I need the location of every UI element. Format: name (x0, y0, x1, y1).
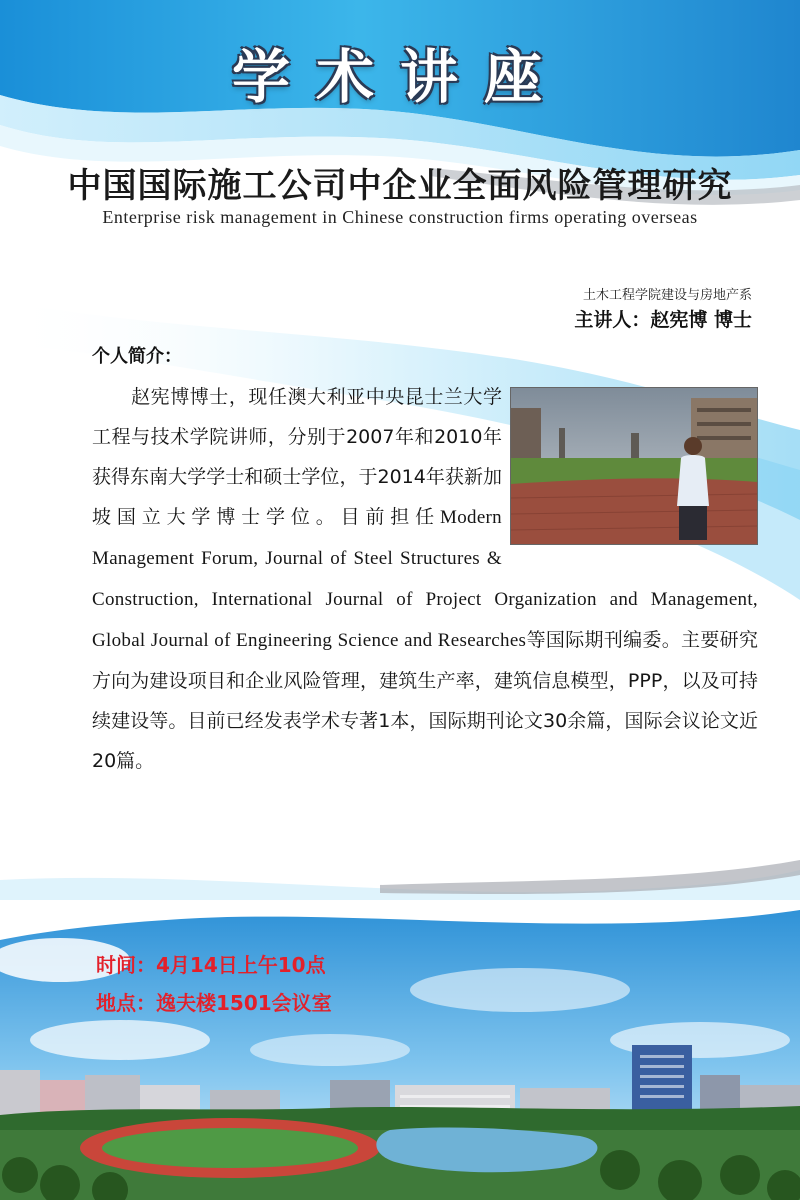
lecture-title-chinese: 中国国际施工公司中企业全面风险管理研究 (67, 166, 733, 206)
event-time: 时间：4月14日上午10点 (96, 953, 326, 977)
campus-panorama-image (0, 900, 800, 1200)
bio-heading: 个人简介： (92, 346, 182, 367)
speaker-department: 土木工程学院建设与房地产系 (582, 288, 752, 303)
speaker-name: 主讲人：赵宪博 博士 (574, 309, 752, 331)
event-info (96, 946, 332, 1022)
bio-text-part2: 等国际期刊编委。主要研究方向为建设项目和企业风险管理，建筑生产率，建筑信息模型，PPP，以及可持续建设等。目前已经发表学术专著1本，国际期刊论文30余篇，国际会议论文近20篇。 (92, 629, 758, 772)
bio-journals-english: Modern Management Forum, Journal of Steel Structures & Construction, International Journal of Project Organization and Management, Global Journal of Engineering Science and Researches (92, 507, 758, 651)
speaker-photo (510, 387, 758, 545)
lecture-title-english: Enterprise risk management in Chinese construction firms operating overseas (102, 207, 698, 227)
bio-text (92, 377, 758, 781)
banner-title: 学术讲座 (231, 43, 568, 111)
event-place: 地点：逸夫楼1501会议室 (96, 991, 332, 1015)
bio-text-part1: 赵宪博博士，现任澳大利亚中央昆士兰大学工程与技术学院讲师，分别于2007年和2010年获得东南大学学士和硕士学位，于2014年获新加坡国立大学博士学位。目前担任 (92, 386, 502, 528)
